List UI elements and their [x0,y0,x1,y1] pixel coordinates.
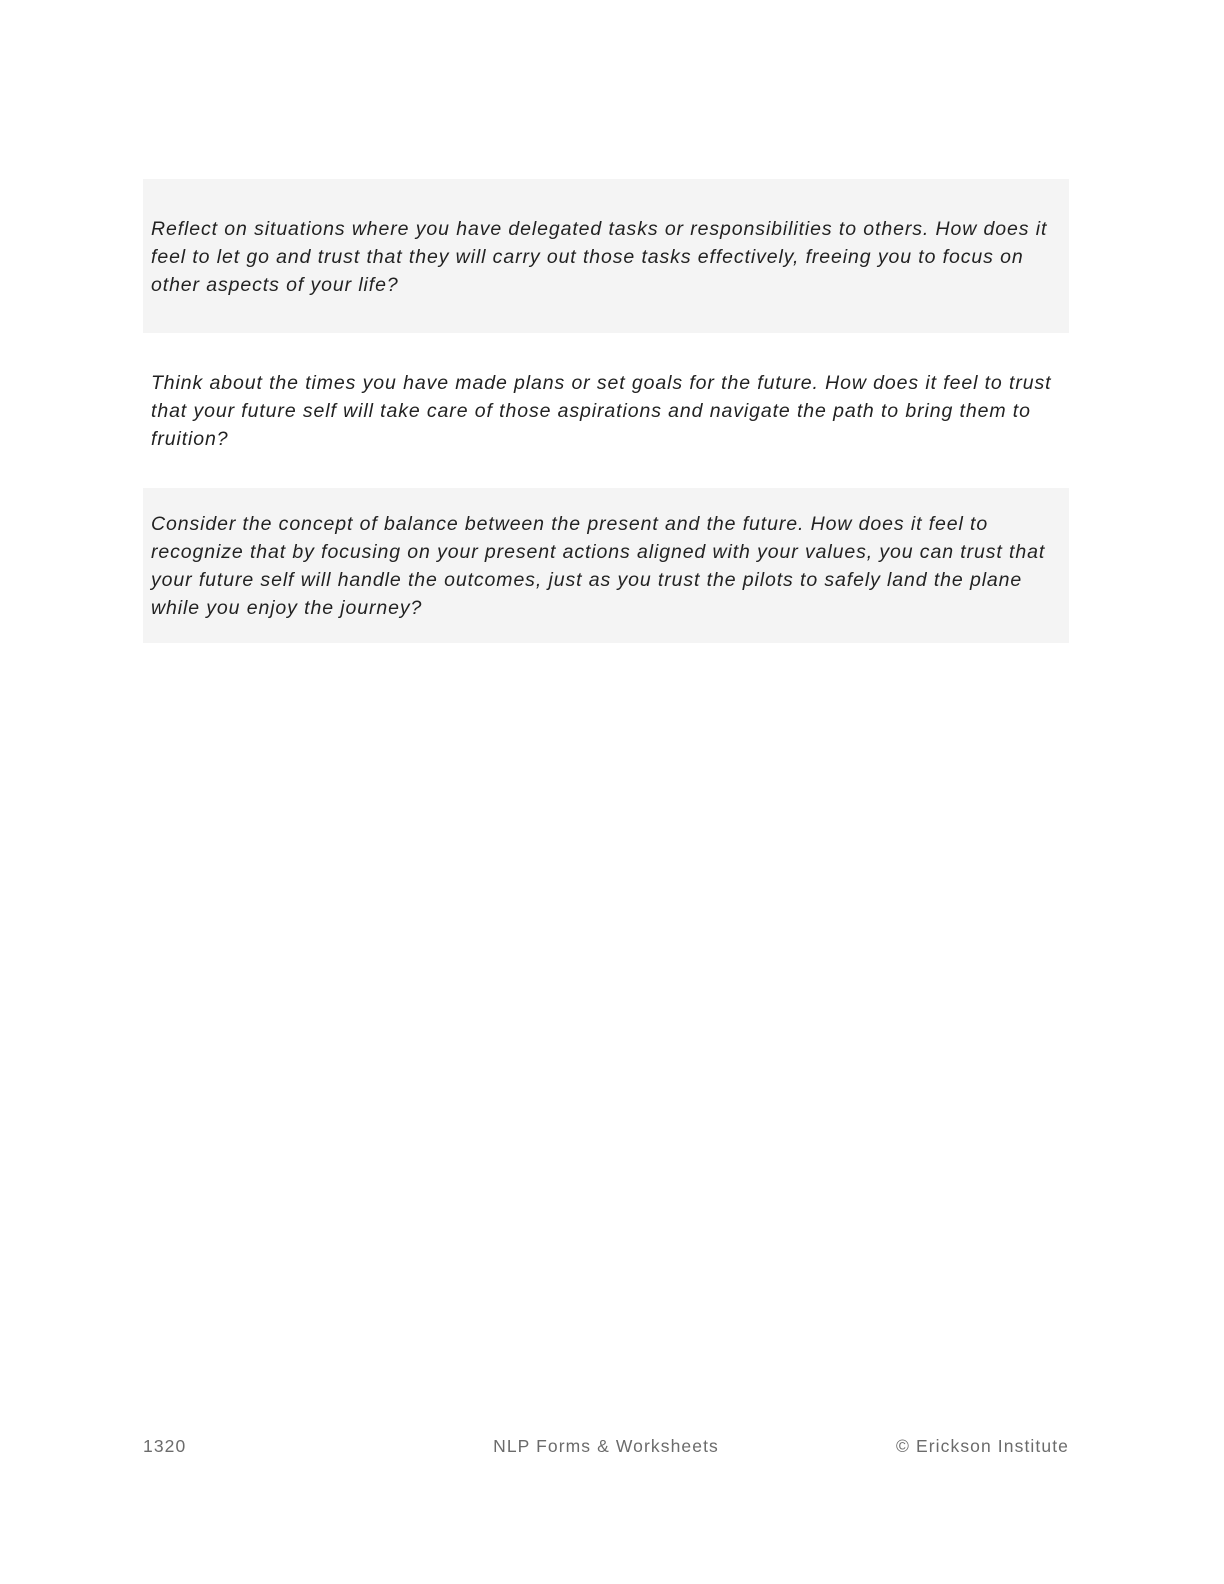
page-footer [143,1436,1069,1462]
prompt-text: Think about the times you have made plans or set goals for the future. How does it feel to trust that your future self will take care of those aspirations and navigate the path to bring them to fruition? [151,372,1052,450]
document-title: NLP Forms & Worksheets [493,1436,719,1456]
page-number: 1320 [143,1436,187,1456]
prompt-delegation [143,179,1069,333]
copyright-notice: © Erickson Institute [895,1436,1069,1456]
prompt-text: Reflect on situations where you have delegated tasks or responsibilities to others. How does it feel to let go and trust that they will carry out those tasks effectively, freeing you to focus on other aspects of your life? [151,218,1048,296]
prompt-future-goals [143,333,1069,488]
prompt-text: Consider the concept of balance between the present and the future. How does it feel to recognize that by focusing on your present actions aligned with your values, you can trust that your future self will handle the outcomes, just as you trust the pilots to safely land the plane while you enjoy the journey? [151,513,1046,619]
worksheet-prompts [143,179,1069,643]
prompt-balance [143,488,1069,643]
